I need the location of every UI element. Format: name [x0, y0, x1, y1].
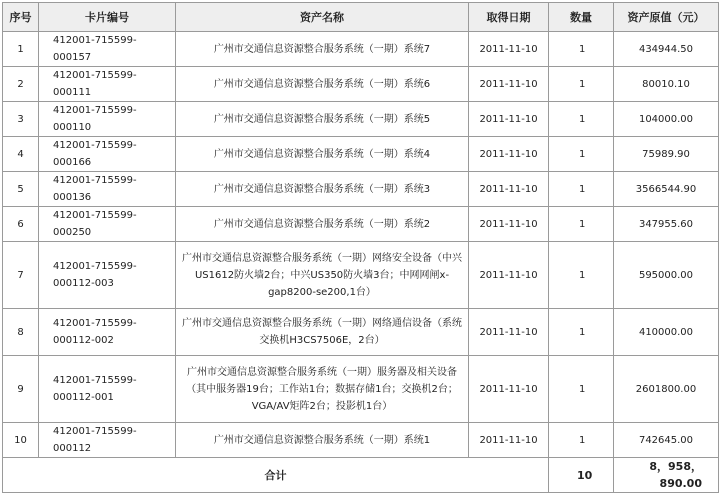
- row-date: 2011-11-10: [469, 67, 549, 102]
- row-value: 2601800.00: [614, 356, 719, 423]
- header-acquire-date: 取得日期: [469, 3, 549, 32]
- row-value: 75989.90: [614, 137, 719, 172]
- row-value: 595000.00: [614, 242, 719, 309]
- row-card-number: 412001-715599-000250: [39, 207, 176, 242]
- row-card-number: 412001-715599-000112-002: [39, 309, 176, 356]
- total-label: 合计: [3, 458, 549, 493]
- table-row: [3, 32, 719, 67]
- row-index: 1: [3, 32, 39, 67]
- row-card-number: 412001-715599-000112: [39, 423, 176, 458]
- row-value: 434944.50: [614, 32, 719, 67]
- row-value: 80010.10: [614, 67, 719, 102]
- row-asset-name: 广州市交通信息资源整合服务系统（一期）网络安全设备（中兴US1612防火墙2台；中兴US350防火墙3台；中网网闸x-gap8200-se200,1台）: [176, 242, 469, 309]
- row-index: 10: [3, 423, 39, 458]
- table-row: [3, 423, 719, 458]
- row-asset-name: 广州市交通信息资源整合服务系统（一期）网络通信设备（系统交换机H3CS7506E，2台）: [176, 309, 469, 356]
- row-asset-name: 广州市交通信息资源整合服务系统（一期）服务器及相关设备（其中服务器19台；工作站1台；数据存储1台；交换机2台；VGA/AV矩阵2台；投影机1台）: [176, 356, 469, 423]
- row-date: 2011-11-10: [469, 309, 549, 356]
- asset-table: [2, 2, 719, 493]
- table-row: [3, 137, 719, 172]
- row-asset-name: 广州市交通信息资源整合服务系统（一期）系统5: [176, 102, 469, 137]
- row-index: 3: [3, 102, 39, 137]
- total-row: [3, 458, 719, 493]
- table-row: [3, 102, 719, 137]
- row-asset-name: 广州市交通信息资源整合服务系统（一期）系统6: [176, 67, 469, 102]
- row-card-number: 412001-715599-000157: [39, 32, 176, 67]
- table-row: [3, 309, 719, 356]
- row-value: 104000.00: [614, 102, 719, 137]
- row-index: 7: [3, 242, 39, 309]
- row-asset-name: 广州市交通信息资源整合服务系统（一期）系统1: [176, 423, 469, 458]
- header-index: 序号: [3, 3, 39, 32]
- row-quantity: 1: [549, 207, 614, 242]
- total-quantity: 10: [549, 458, 614, 493]
- total-value: 8，958，890.00: [614, 458, 719, 493]
- row-date: 2011-11-10: [469, 102, 549, 137]
- row-card-number: 412001-715599-000111: [39, 67, 176, 102]
- row-date: 2011-11-10: [469, 32, 549, 67]
- header-card-number: 卡片编号: [39, 3, 176, 32]
- row-quantity: 1: [549, 356, 614, 423]
- row-index: 6: [3, 207, 39, 242]
- row-index: 2: [3, 67, 39, 102]
- header-asset-name: 资产名称: [176, 3, 469, 32]
- row-card-number: 412001-715599-000112-003: [39, 242, 176, 309]
- row-index: 8: [3, 309, 39, 356]
- table-row: [3, 67, 719, 102]
- row-date: 2011-11-10: [469, 423, 549, 458]
- table-row: [3, 207, 719, 242]
- row-value: 742645.00: [614, 423, 719, 458]
- row-quantity: 1: [549, 67, 614, 102]
- table-row: [3, 356, 719, 423]
- row-date: 2011-11-10: [469, 137, 549, 172]
- row-card-number: 412001-715599-000110: [39, 102, 176, 137]
- row-index: 9: [3, 356, 39, 423]
- row-value: 3566544.90: [614, 172, 719, 207]
- row-index: 5: [3, 172, 39, 207]
- row-quantity: 1: [549, 137, 614, 172]
- row-quantity: 1: [549, 423, 614, 458]
- row-value: 410000.00: [614, 309, 719, 356]
- row-index: 4: [3, 137, 39, 172]
- row-asset-name: 广州市交通信息资源整合服务系统（一期）系统4: [176, 137, 469, 172]
- row-quantity: 1: [549, 32, 614, 67]
- row-asset-name: 广州市交通信息资源整合服务系统（一期）系统7: [176, 32, 469, 67]
- row-asset-name: 广州市交通信息资源整合服务系统（一期）系统2: [176, 207, 469, 242]
- table-row: [3, 172, 719, 207]
- header-quantity: 数量: [549, 3, 614, 32]
- row-date: 2011-11-10: [469, 207, 549, 242]
- row-date: 2011-11-10: [469, 356, 549, 423]
- row-quantity: 1: [549, 242, 614, 309]
- row-card-number: 412001-715599-000136: [39, 172, 176, 207]
- row-card-number: 412001-715599-000112-001: [39, 356, 176, 423]
- row-card-number: 412001-715599-000166: [39, 137, 176, 172]
- row-date: 2011-11-10: [469, 242, 549, 309]
- table-header-row: [3, 3, 719, 32]
- row-quantity: 1: [549, 102, 614, 137]
- row-quantity: 1: [549, 172, 614, 207]
- table-row: [3, 242, 719, 309]
- header-original-value: 资产原值（元）: [614, 3, 719, 32]
- row-date: 2011-11-10: [469, 172, 549, 207]
- row-asset-name: 广州市交通信息资源整合服务系统（一期）系统3: [176, 172, 469, 207]
- row-value: 347955.60: [614, 207, 719, 242]
- row-quantity: 1: [549, 309, 614, 356]
